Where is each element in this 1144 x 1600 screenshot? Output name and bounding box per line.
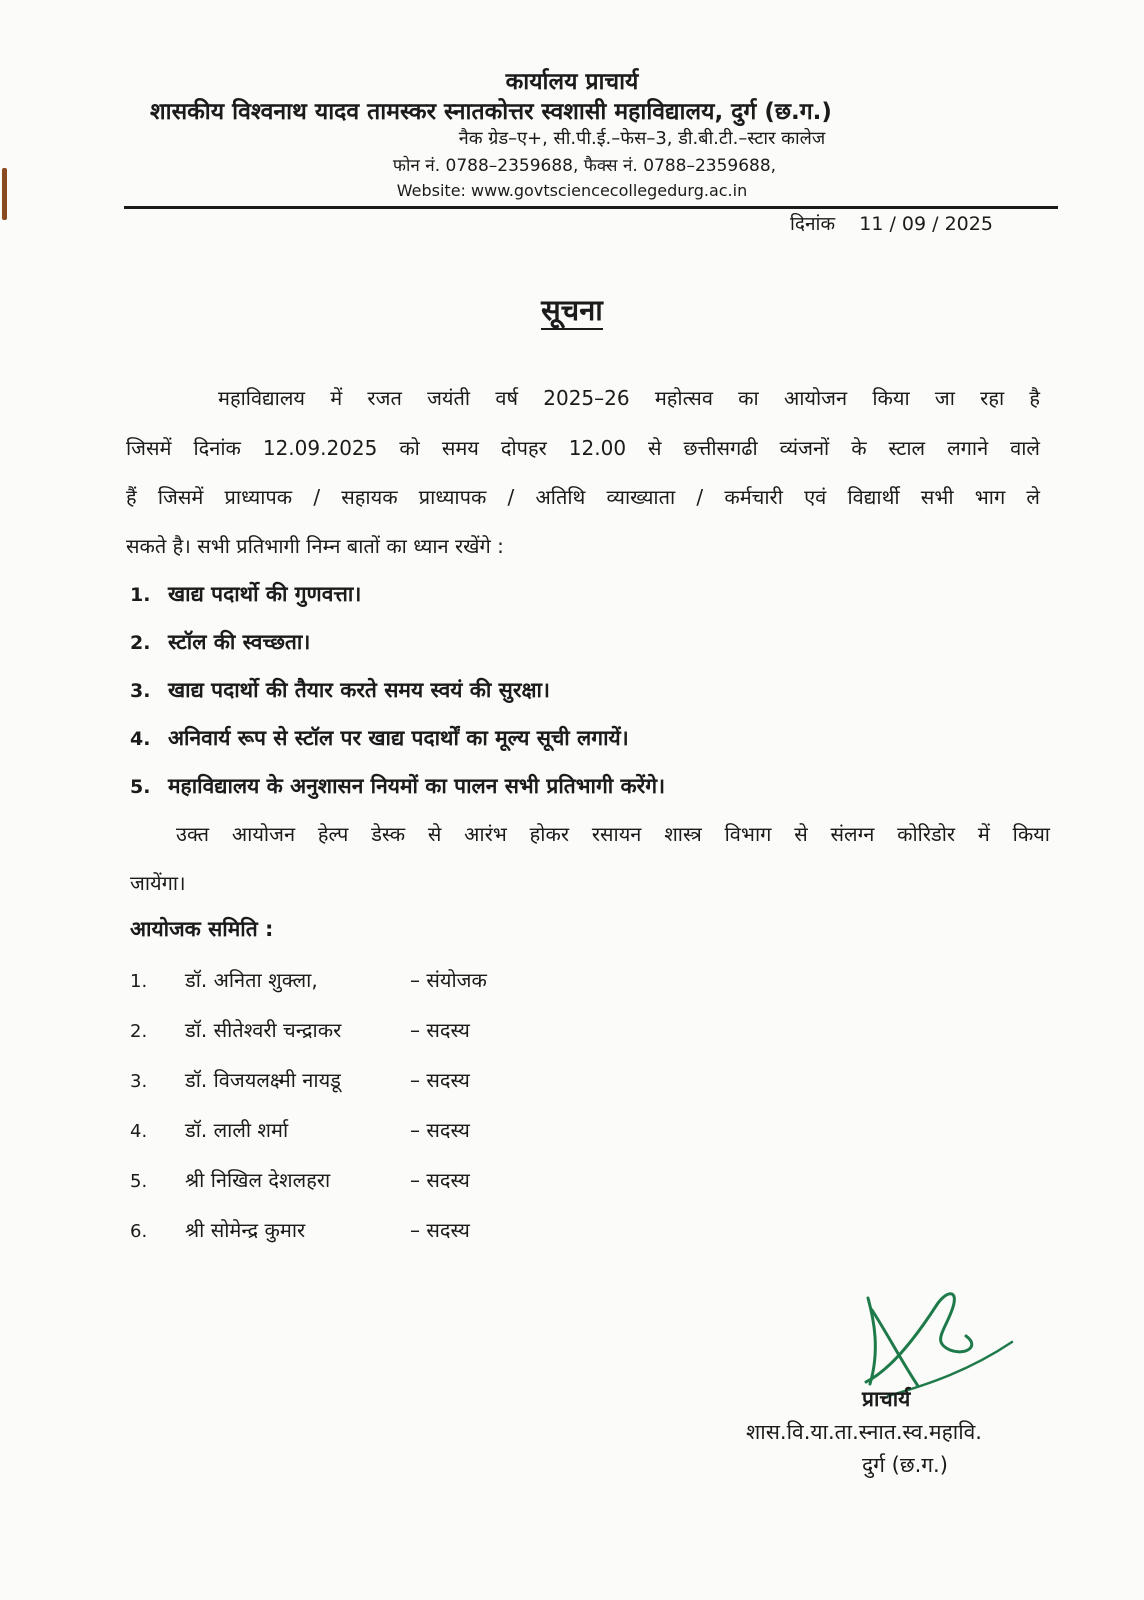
committee-member [130,1016,470,1043]
member-role: – संयोजक [410,968,487,992]
list-item-number: 3. [130,680,151,702]
list-item-number: 1. [130,584,151,606]
office-heading: कार्यालय प्राचार्य [505,69,639,95]
committee-member [130,1116,470,1143]
venue-line-1: उक्त आयोजन हेल्प डेस्क से आरंभ होकर रसायन शास्त्र विभाग से संलग्न कोरिडोर में किया [176,822,1050,846]
website-line: Website: www.govtsciencecollegedurg.ac.in [396,181,748,200]
member-name: डॉ. अनिता शुक्ला, [185,968,318,992]
list-item-number: 5. [130,776,151,798]
contact-phone: फोन नं. 0788–2359688, फैक्स नं. 0788–2359688, [392,156,777,176]
member-role: – सदस्य [410,1218,470,1242]
member-number: 6. [130,1221,148,1242]
committee-title: आयोजक समिति : [130,917,274,941]
list-item-number: 2. [130,632,151,654]
member-role: – सदस्य [410,1118,470,1142]
member-name: श्री सोमेन्द्र कुमार [185,1218,306,1242]
member-name: डॉ. विजयलक्ष्मी नायडू [185,1068,341,1092]
list-item [130,676,550,704]
committee-member [130,1216,470,1243]
member-name: श्री निखिल देशलहरा [185,1168,331,1192]
member-name: डॉ. सीतेश्वरी चन्द्राकर [185,1018,342,1042]
member-role: – सदस्य [410,1018,470,1042]
signatory-title: प्राचार्य [862,1387,911,1411]
body-line-3: हैं जिसमें प्राध्यापक / सहायक प्राध्यापक / अतिथि व्याख्याता / कर्मचारी एवं विद्यार्थी सभी भाग ले [126,485,1040,509]
list-item-text: खाद्य पदार्थो की तैयार करते समय स्वयं की सुरक्षा। [168,678,550,702]
date-label: दिनांक [790,213,836,235]
committee-member [130,1066,470,1093]
list-item-text: महाविद्यालय के अनुशासन नियमों का पालन सभी प्रतिभागी करेंगे। [168,774,666,798]
college-grade: नैक ग्रेड–ए+, सी.पी.ई.–फेस–3, डी.बी.टी.–स्टार कालेज [458,128,826,149]
list-item [130,772,665,800]
committee-member [130,1166,470,1193]
committee-member [130,966,487,993]
body-line-2: जिसमें दिनांक 12.09.2025 को समय दोपहर 12.00 से छत्तीसगढी व्यंजनों के स्टाल लगाने वाले [126,436,1040,460]
member-number: 5. [130,1171,148,1192]
venue-line-2: जायेंगा। [130,871,186,895]
body-line-1: महाविद्यालय में रजत जयंती वर्ष 2025–26 महोत्सव का आयोजन किया जा रहा है [218,386,1040,410]
member-number: 4. [130,1121,148,1142]
date-value: 11 / 09 / 2025 [859,213,993,235]
member-name: डॉ. लाली शर्मा [185,1118,289,1142]
member-number: 2. [130,1021,148,1042]
member-role: – सदस्य [410,1168,470,1192]
college-name: शासकीय विश्वनाथ यादव तामस्कर स्नातकोत्तर स्वशासी महाविद्यालय, दुर्ग (छ.ग.) [150,99,832,125]
notice-title [0,290,1144,329]
member-number: 1. [130,971,148,992]
signatory-institution: शास.वि.या.ता.स्नात.स्व.महावि. [746,1420,982,1444]
list-item-text: स्टॉल की स्वच्छता। [168,630,311,654]
list-item [130,724,629,752]
member-role: – सदस्य [410,1068,470,1092]
signatory-place: दुर्ग (छ.ग.) [862,1453,948,1477]
list-item-number: 4. [130,728,151,750]
list-item-text: खाद्य पदार्थो की गुणवत्ता। [168,582,362,606]
list-item [130,628,310,656]
notice-title-text: सूचना [541,293,603,330]
list-item [130,580,361,608]
member-number: 3. [130,1071,148,1092]
header-rule [124,206,1058,209]
list-item-text: अनिवार्य रूप से स्टॉल पर खाद्य पदार्थों का मूल्य सूची लगायें। [168,726,629,750]
date-line [790,210,993,236]
body-line-4: सकते है। सभी प्रतिभागी निम्न बातों का ध्यान रखेंगे : [126,534,504,558]
